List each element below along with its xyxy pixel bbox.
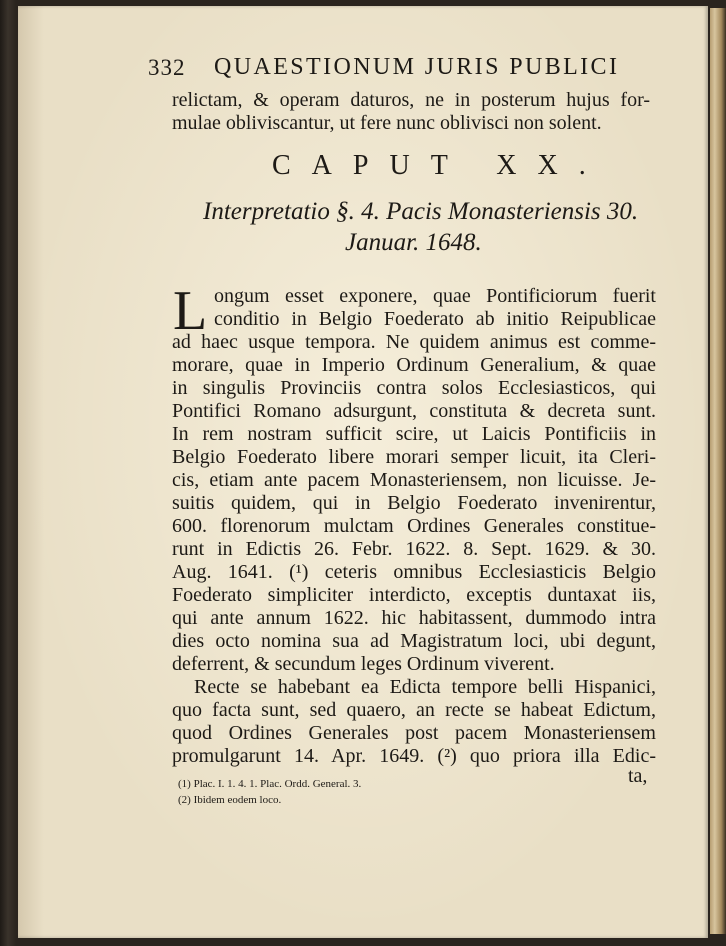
- body-line: ad haec usque tempora. Ne quidem animus est comme-: [172, 331, 656, 353]
- intro-line-1: relictam, & operam daturos, ne in posterum hujus for-: [172, 89, 650, 111]
- body-line: Recte se habebant ea Edicta tempore belli Hispanici,: [194, 676, 656, 698]
- page-edge: [710, 8, 726, 934]
- body-line: dies octo nomina sua ad Magistratum loci, ubi degunt,: [172, 630, 656, 652]
- body-line: Foederato simpliciter interdicto, exceptis duntaxat iis,: [172, 584, 656, 606]
- footnote-1: (1) Plac. I. 1. 4. 1. Plac. Ordd. General. 3.: [178, 778, 362, 790]
- chapter-subtitle-line-2: Januar. 1648.: [345, 229, 482, 256]
- body-line: promulgarunt 14. Apr. 1649. (²) quo priora illa Edic-: [172, 745, 656, 767]
- body-line: suitis quidem, qui in Belgio Foederato invenirentur,: [172, 492, 656, 514]
- chapter-title: CAPUT XX.: [272, 150, 607, 181]
- body-line: qui ante annum 1622. hic habitassent, dummodo intra: [172, 607, 656, 629]
- page-number: 332: [148, 55, 186, 80]
- chapter-subtitle-line-1: Interpretatio §. 4. Pacis Monasteriensis 30.: [203, 198, 639, 225]
- body-line: 600. florenorum mulctam Ordines Generales constitue-: [172, 515, 656, 537]
- body-line: Aug. 1641. (¹) ceteris omnibus Ecclesiasticis Belgio: [172, 561, 656, 583]
- body-line: morare, quae in Imperio Ordinum Generalium, & quae: [172, 354, 656, 376]
- body-line: Pontifici Romano adsurgunt, constituta & decreta sunt.: [172, 400, 656, 422]
- footnote-2: (2) Ibidem eodem loco.: [178, 794, 282, 806]
- drop-cap: L: [173, 280, 208, 342]
- body-line: ongum esset exponere, quae Pontificiorum fuerit: [214, 285, 656, 307]
- catchword: ta,: [628, 765, 648, 787]
- body-line: runt in Edictis 26. Febr. 1622. 8. Sept. 1629. & 30.: [172, 538, 656, 560]
- running-title: QUAESTIONUM JURIS PUBLICI: [214, 54, 620, 80]
- body-line: Belgio Foederato libere morari semper licuit, ita Cleri-: [172, 446, 656, 468]
- body-line: quod Ordines Generales post pacem Monasteriensem: [172, 722, 656, 744]
- intro-line-2: mulae obliviscantur, ut fere nunc oblivisci non solent.: [172, 112, 602, 134]
- body-line: deferrent, & secundum leges Ordinum viverent.: [172, 653, 555, 675]
- body-line: In rem nostram sufficit scire, ut Laicis Pontificiis in: [172, 423, 656, 445]
- body-line: cis, etiam ante pacem Monasteriensem, non licuisse. Je-: [172, 469, 656, 491]
- body-line: in singulis Provinciis contra solos Ecclesiasticos, qui: [172, 377, 656, 399]
- body-line: conditio in Belgio Foederato ab initio Reipublicae: [214, 308, 656, 330]
- body-line: quo facta sunt, sed quaero, an recte se habeat Edictum,: [172, 699, 656, 721]
